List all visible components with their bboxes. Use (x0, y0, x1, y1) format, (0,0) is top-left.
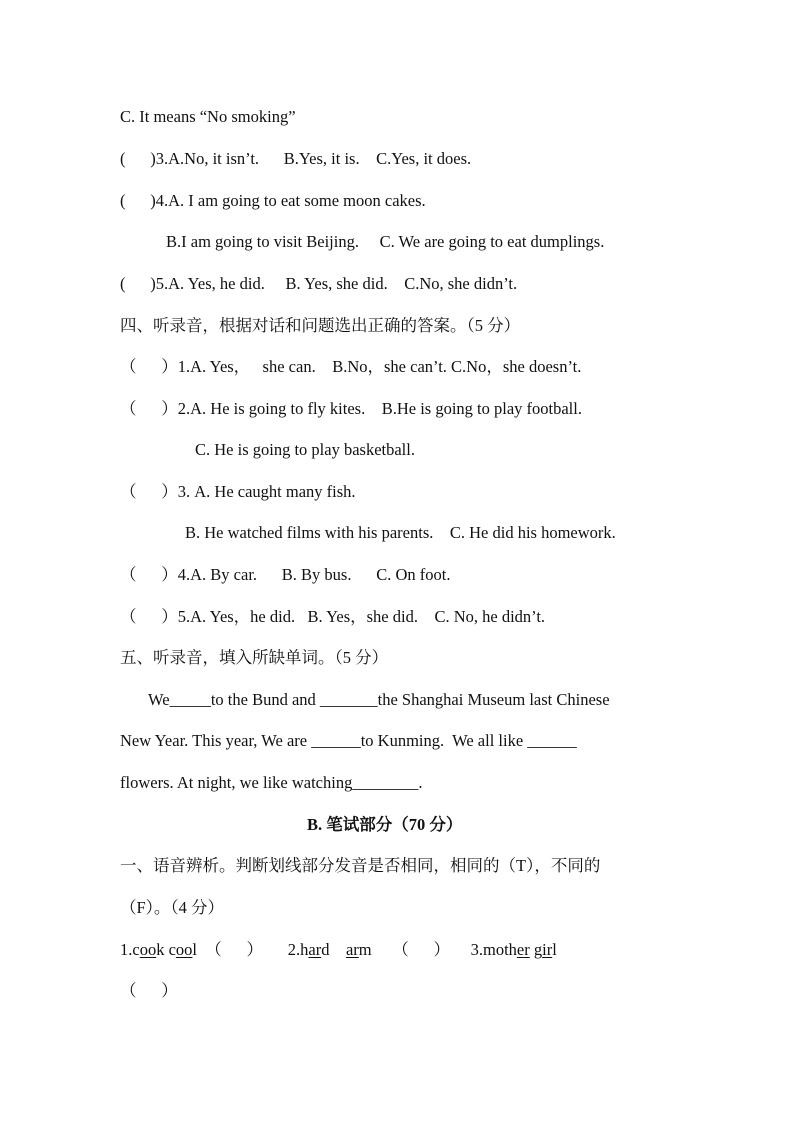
underlined-letters: oo (139, 940, 157, 959)
fill-blank-line-3: flowers. At night, we like watching________. (120, 773, 423, 792)
word-part: c (164, 940, 176, 959)
section-4-question-2: （ ）2.A. He is going to fly kites. B.He is going to play football. (120, 399, 582, 418)
listening-option-c: C. It means “No smoking” (120, 107, 296, 126)
section-4-heading: 四、听录音，根据对话和问题选出正确的答案。（5 分） (120, 316, 521, 335)
written-part-heading: B. 笔试部分（70 分） (307, 815, 463, 834)
underlined-letters: oo (175, 940, 193, 959)
section-4-question-4: （ ）4.A. By car. B. By bus. C. On foot. (120, 565, 451, 584)
word-part: l (192, 940, 197, 959)
fill-blank-line-1: We_____to the Bund and _______the Shanghai Museum last Chinese (148, 690, 610, 709)
question-5: ( )5.A. Yes, he did. B. Yes, she did. C.No, she didn’t. (120, 274, 518, 293)
section-4-question-2-option-c: C. He is going to play basketball. (195, 440, 415, 459)
phonics-q3-number: 3. (470, 940, 483, 959)
underlined-letters: ir (542, 940, 553, 959)
underlined-letters: ar (308, 940, 322, 959)
phonics-questions (120, 940, 557, 960)
word-part: moth (483, 940, 517, 959)
word-part: d (321, 940, 346, 959)
section-4-question-5: （ ）5.A. Yes，he did. B. Yes，she did. C. No, he didn’t. (120, 607, 546, 626)
section-5-heading: 五、听录音，填入所缺单词。（5 分） (120, 648, 389, 667)
word-part: c (132, 940, 140, 959)
question-4-options: B.I am going to visit Beijing. C. We are going to eat dumplings. (166, 232, 605, 251)
underlined-letters: er (516, 940, 530, 959)
fill-blank-line-2: New Year. This year, We are ______to Kunming. We all like ______ (120, 731, 577, 750)
word-part: k (156, 940, 165, 959)
word-part: g (529, 940, 543, 959)
word-part: h (300, 940, 309, 959)
word-part: m (358, 940, 372, 959)
phonics-q3-answer-blank: （ ） (120, 981, 178, 1000)
question-3: ( )3.A.No, it isn’t. B.Yes, it is. C.Yes, it does. (120, 149, 472, 168)
section-4-question-3-options: B. He watched films with his parents. C. He did his homework. (185, 523, 616, 542)
phonics-q2-number: 2. (287, 940, 301, 959)
underlined-letters: ar (345, 940, 359, 959)
word-part: l (552, 940, 557, 959)
phonics-instruction-line-2: （F）。（4 分） (120, 898, 225, 917)
answer-blank: （ ） (197, 940, 288, 959)
section-4-question-3: （ ）3. A. He caught many fish. (120, 482, 356, 501)
answer-blank: （ ） (371, 940, 471, 959)
phonics-q1-number: 1. (120, 940, 133, 959)
question-4: ( )4.A. I am going to eat some moon cakes. (120, 191, 426, 210)
section-4-question-1: （ ）1.A. Yes， she can. B.No，she can’t. C.No，she doesn’t. (120, 357, 582, 376)
phonics-instruction-line-1: 一、语音辨析。判断划线部分发音是否相同，相同的（T），不同的 (120, 856, 601, 875)
